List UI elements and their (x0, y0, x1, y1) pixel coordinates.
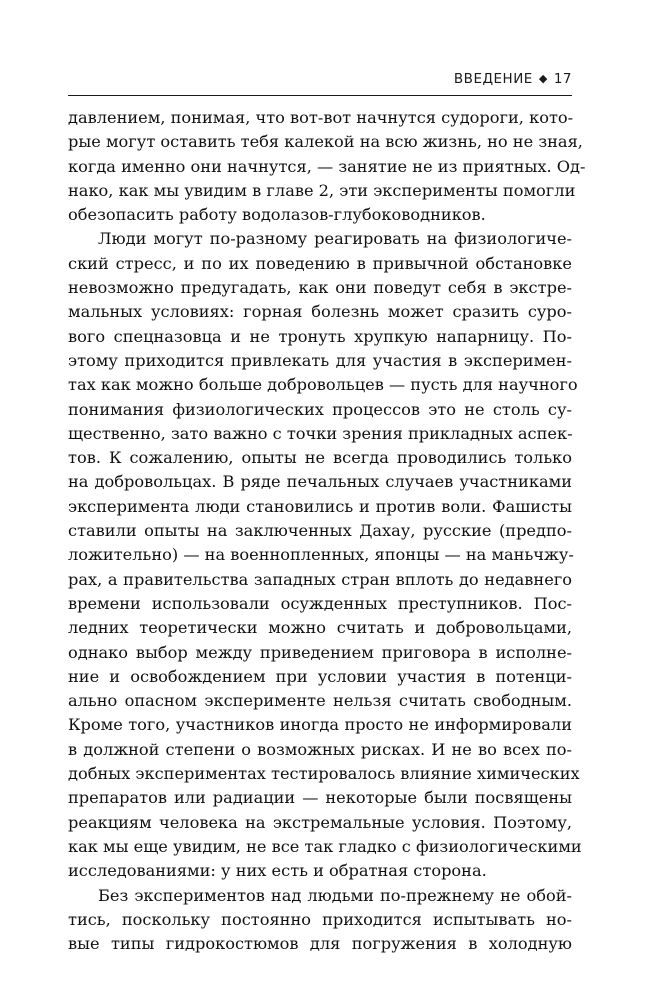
text-line: ложительно) — на военнопленных, японцы — на маньчжу- (68, 545, 574, 565)
text-line: времени использовали осужденных преступников. Пос- (68, 593, 572, 613)
text-line: тов. К сожалению, опыты не всегда проводились только (68, 448, 572, 468)
text-line: рах, а правительства западных стран вплоть до недавнего (68, 569, 572, 589)
text-line: ский стресс, и по их поведению в привычной обстановке (68, 253, 572, 273)
running-head (68, 71, 572, 93)
text-line: препаратов или радиации — некоторые были посвящены (68, 788, 572, 808)
text-line: ально опасном эксперименте нельзя считать свободным. (68, 691, 572, 711)
text-line: понимания физиологических процессов это не столь су- (68, 399, 572, 419)
text-line: в должной степени о возможных рисках. И не во всех по- (68, 739, 572, 759)
paragraph (68, 227, 582, 883)
text-line: реакциям человека на экстремальные условия. Поэтому, (68, 812, 572, 832)
paragraph (68, 106, 586, 227)
text-line: этому приходится привлекать для участия в эксперимен- (68, 350, 572, 370)
diamond-separator-icon: ◆ (538, 72, 548, 85)
text-line: рые могут оставить тебя калекой на всю жизнь, но не зная, (68, 132, 583, 152)
text-line: обезопасить работу водолазов-глубоководников. (68, 205, 486, 225)
text-line: Без экспериментов над людьми по-прежнему не обой- (98, 885, 572, 905)
text-line: щественно, зато важно с точки зрения прикладных аспек- (68, 423, 573, 443)
text-line: давлением, понимая, что вот-вот начнутся судороги, кото- (68, 108, 574, 127)
text-line: мальных условиях: горная болезнь может сразить суро- (68, 302, 572, 322)
page-number: 17 (553, 71, 572, 87)
text-line: на добровольцах. В ряде печальных случаев участниками (68, 472, 572, 492)
text-line: как мы еще увидим, не все так гладко с физиологическими (68, 836, 582, 856)
text-line: ставили опыты на заключенных Дахау, русские (предпо- (68, 521, 572, 541)
text-line: исследованиями: у них есть и обратная сторона. (68, 861, 487, 881)
body-text (68, 106, 586, 956)
text-line: ледних теоретически можно считать и добровольцами, (68, 618, 572, 638)
section-title: ВВЕДЕНИЕ (453, 71, 533, 87)
text-line: тись, поскольку постоянно приходится испытывать но- (68, 909, 572, 929)
text-line: однако выбор между приведением приговора в исполне- (68, 642, 572, 662)
paragraph (68, 884, 572, 957)
text-line: нако, как мы увидим в главе 2, эти эксперименты помогли (68, 180, 576, 200)
text-line: вого спецназовца и не тронуть хрупкую напарницу. По- (68, 326, 572, 346)
text-line: невозможно предугадать, как они поведут себя в экстре- (68, 278, 572, 298)
header-rule (68, 95, 572, 96)
text-line: когда именно они начнутся, — занятие не из приятных. Од- (68, 156, 586, 176)
text-line: Люди могут по-разному реагировать на физиологиче- (98, 229, 572, 249)
text-line: вые типы гидрокостюмов для погружения в холодную (68, 934, 572, 954)
text-line: ние и освобождением при условии участия в потенци- (68, 666, 572, 686)
text-line: тах как можно больше добровольцев — пусть для научного (68, 375, 578, 395)
text-line: Кроме того, участников иногда просто не информировали (68, 715, 572, 735)
text-line: эксперимента люди становились и против воли. Фашисты (68, 496, 572, 516)
text-line: добных экспериментах тестировалось влияние химических (68, 764, 580, 784)
